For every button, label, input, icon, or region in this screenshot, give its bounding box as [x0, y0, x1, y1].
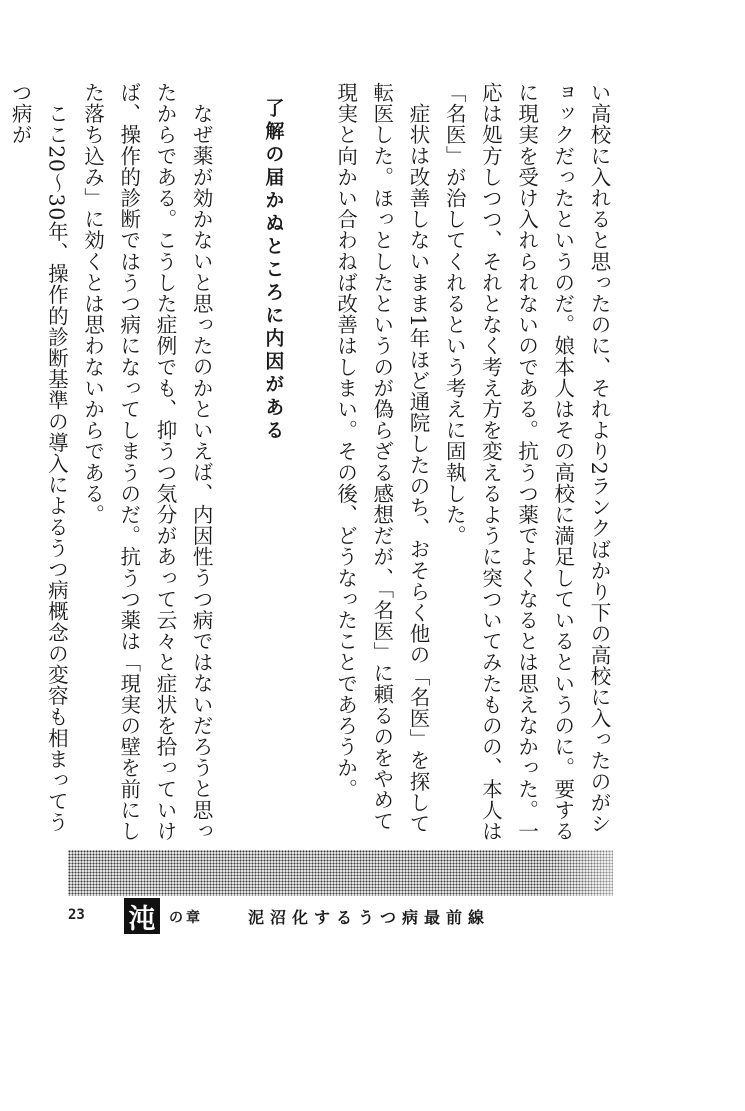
page-number: 23 [68, 907, 85, 923]
paragraph-3: なぜ薬が効かないと思ったのかといえば、内因性うつ病ではないだろうと思ったからである。こうした症例でも、抑うつ気分があって云々と症状を拾っていけば、操作的診断ではうつ病になってしまうのだ。抗うつ薬は「現実の壁を前にした落ち込み」に効くとは思わないからである。 [80, 82, 214, 842]
body-text [8, 82, 617, 847]
chapter-suffix: の章 [169, 910, 203, 926]
chapter-mark: 沌 [124, 898, 160, 934]
paragraph-4: ここ20～30年、操作的診断基準の導入によるうつ病概念の変容も相まってうつ病が [8, 82, 69, 833]
halftone-band [68, 850, 613, 896]
section-heading: 了解の届かぬところに内因がある [262, 98, 285, 443]
paragraph-2: 症状は改善しないまま1年ほど通院したのち、おそらく他の「名医」を探して転医した。ほっとしたというのが偽らざる感想だが、「名医」に頼るのをやめて現実と向かい合わねば改善はしまい。その後、どうなったことであろうか。 [333, 82, 430, 834]
chapter-title: 泥沼化するうつ病最前線 [248, 908, 491, 927]
page-footer [68, 898, 628, 938]
paragraph-1: い高校に入れると思ったのに、それより2ランクばかり下の高校に入ったのがショックだったというのだ。娘本人はその高校に満足しているというのに。要するに現実を受け入れられないのである。抗うつ薬でよくなるとは思えなかった。一応は処方しつつ、それとなく考え方を変えるように突ついてみたものの、本人は「名医」が治してくれるという考えに固執した。 [442, 82, 611, 842]
